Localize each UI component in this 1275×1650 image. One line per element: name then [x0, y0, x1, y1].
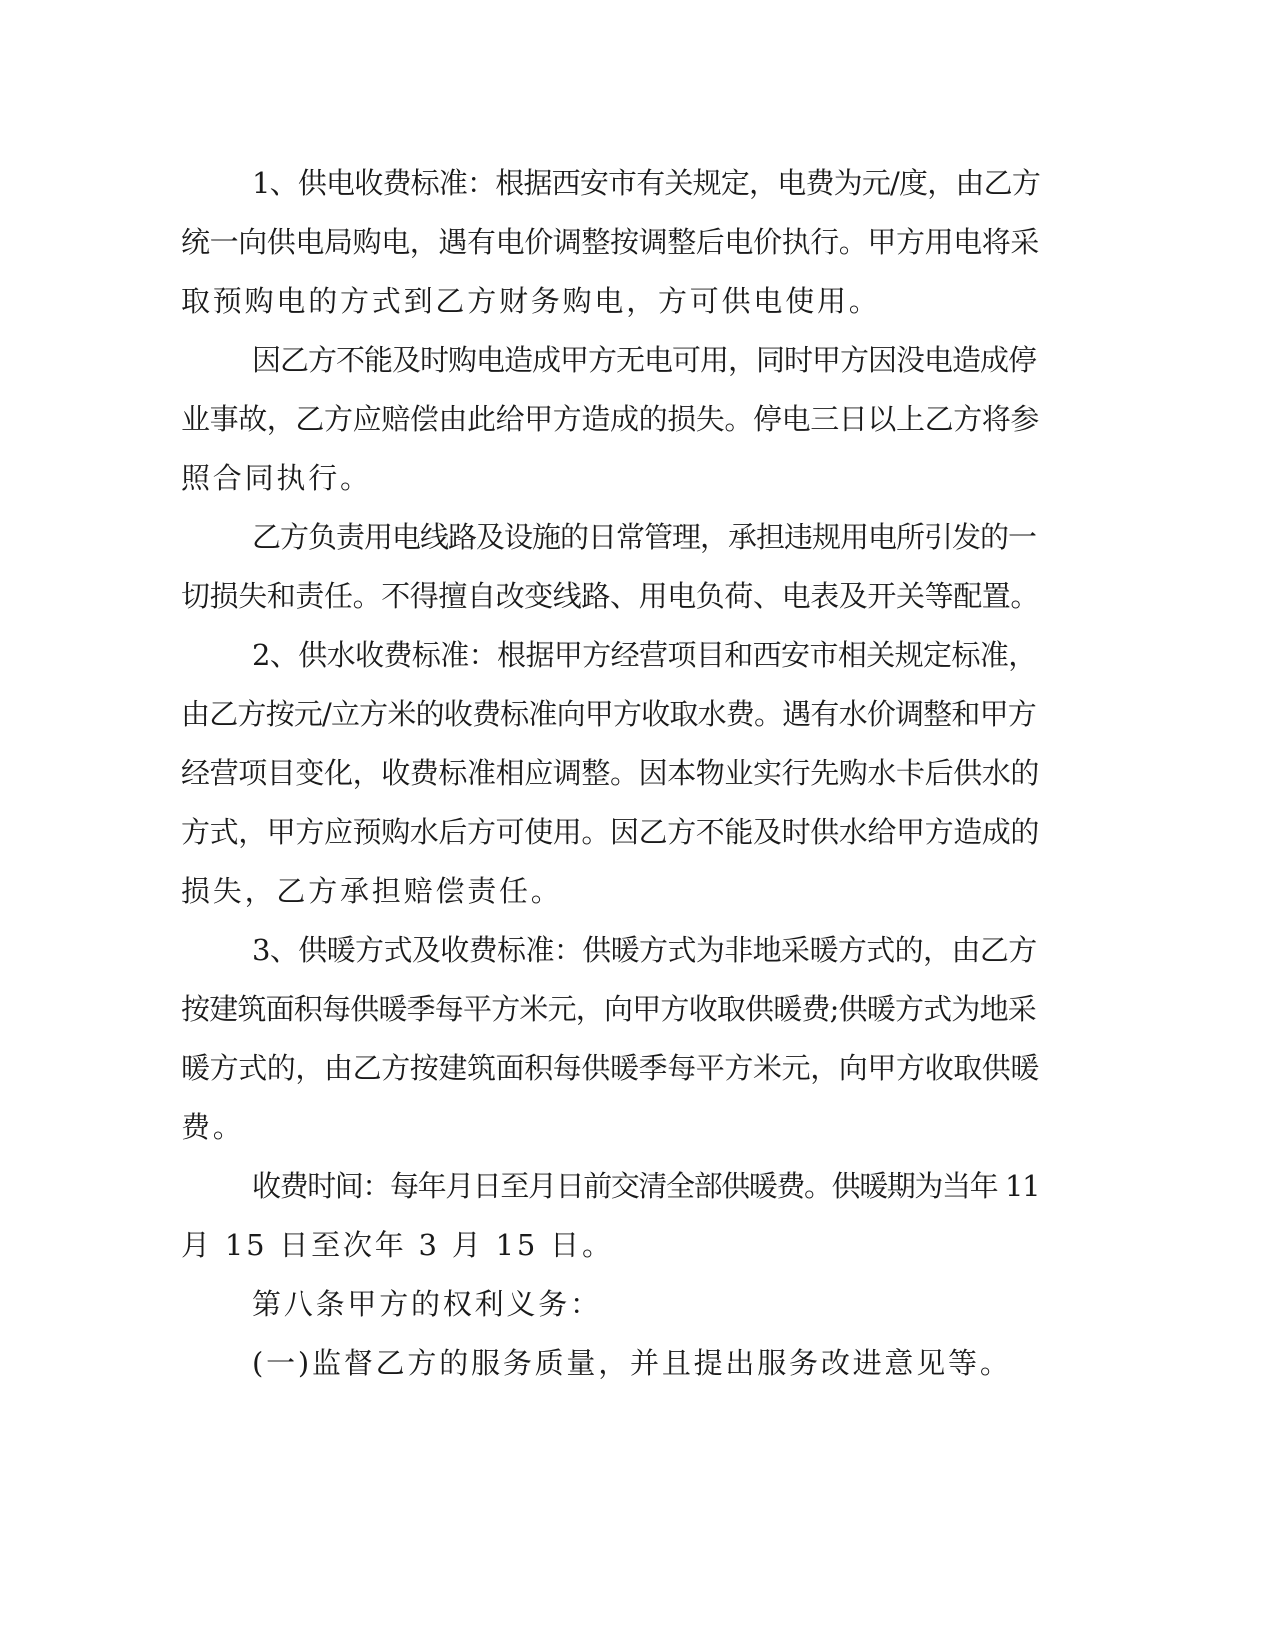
text-line: 统一向供电局购电，遇有电价调整按调整后电价执行。甲方用电将采 [181, 225, 1040, 259]
text-line: 3、供暖方式及收费标准：供暖方式为非地采暖方式的，由乙方 [252, 933, 1037, 967]
text-line: (一)监督乙方的服务质量，并且提出服务改进意见等。 [252, 1346, 1012, 1380]
section-heading: 第八条甲方的权利义务： [252, 1287, 602, 1321]
text-line: 切损失和责任。不得擅自改变线路、用电负荷、电表及开关等配置。 [181, 579, 1040, 613]
text-line: 收费时间：每年月日至月日前交清全部供暖费。供暖期为当年 11 [252, 1169, 1040, 1203]
text-line: 损失，乙方承担赔偿责任。 [181, 874, 563, 908]
text-line: 取预购电的方式到乙方财务购电，方可供电使用。 [181, 284, 881, 318]
text-line: 费。 [181, 1110, 245, 1144]
text-line: 按建筑面积每供暖季每平方米元，向甲方收取供暖费;供暖方式为地采 [181, 992, 1036, 1026]
text-line: 经营项目变化，收费标准相应调整。因本物业实行先购水卡后供水的 [181, 756, 1040, 790]
text-line: 乙方负责用电线路及设施的日常管理，承担违规用电所引发的一 [252, 520, 1037, 554]
text-line: 暖方式的，由乙方按建筑面积每供暖季每平方米元，向甲方收取供暖 [181, 1051, 1040, 1085]
text-line: 因乙方不能及时购电造成甲方无电可用，同时甲方因没电造成停 [252, 343, 1037, 377]
text-line: 业事故，乙方应赔偿由此给甲方造成的损失。停电三日以上乙方将参 [181, 402, 1040, 436]
text-line: 方式，甲方应预购水后方可使用。因乙方不能及时供水给甲方造成的 [181, 815, 1040, 849]
text-line: 2、供水收费标准：根据甲方经营项目和西安市相关规定标准， [252, 638, 1037, 672]
text-line: 照合同执行。 [181, 461, 372, 495]
text-line: 1、供电收费标准：根据西安市有关规定，电费为元/度，由乙方 [252, 166, 1041, 200]
text-line: 月 15 日至次年 3 月 15 日。 [181, 1228, 614, 1262]
text-line: 由乙方按元/立方米的收费标准向甲方收取水费。遇有水价调整和甲方 [181, 697, 1036, 731]
